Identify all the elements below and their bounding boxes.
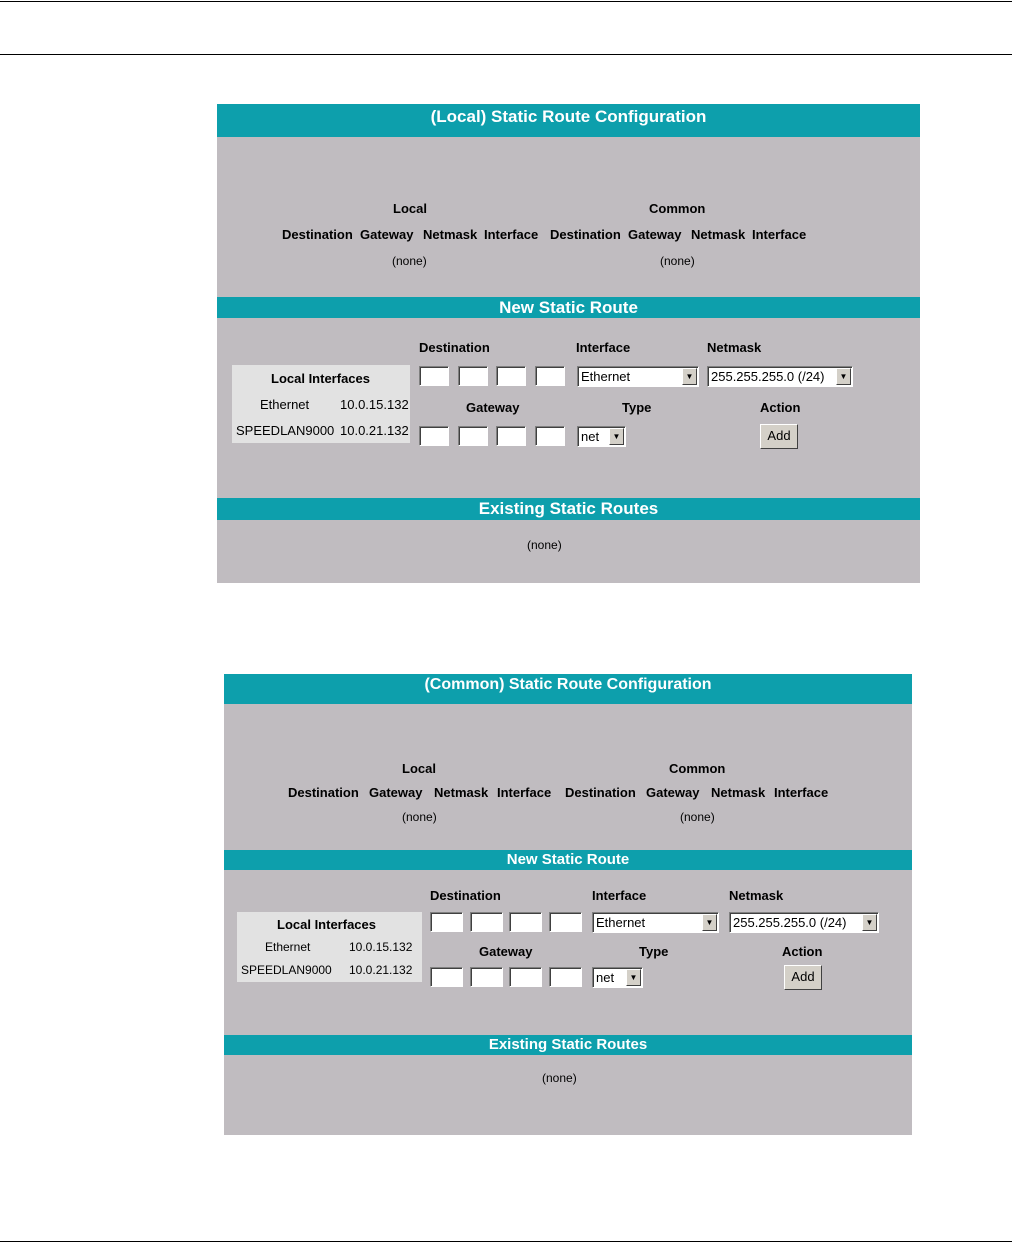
type-label: Type bbox=[639, 944, 669, 959]
interface-ip: 10.0.21.132 bbox=[349, 963, 413, 977]
common-routes-none: (none) bbox=[680, 810, 715, 824]
interface-ip: 10.0.15.132 bbox=[340, 397, 409, 412]
gateway-octet-3[interactable] bbox=[509, 967, 542, 987]
destination-octet-3[interactable] bbox=[509, 912, 542, 932]
new-static-route-title: New Static Route bbox=[217, 297, 920, 318]
netmask-select[interactable] bbox=[707, 366, 853, 387]
netmask-label: Netmask bbox=[729, 888, 784, 903]
local-label: Local bbox=[393, 201, 427, 216]
interface-ip: 10.0.21.132 bbox=[340, 423, 409, 438]
chevron-down-icon[interactable]: ▼ bbox=[626, 969, 641, 986]
local-interfaces-box bbox=[237, 912, 422, 982]
destination-octet-4[interactable] bbox=[535, 366, 565, 386]
local-routes-none: (none) bbox=[392, 254, 427, 268]
chevron-down-icon[interactable]: ▼ bbox=[702, 914, 717, 931]
gateway-label: Gateway bbox=[466, 400, 520, 415]
header-rule bbox=[0, 54, 1012, 55]
gateway-octet-1[interactable] bbox=[430, 967, 463, 987]
chevron-down-icon[interactable]: ▼ bbox=[682, 368, 697, 385]
top-rule bbox=[0, 1, 1012, 2]
interface-label: Interface bbox=[576, 340, 631, 355]
type-select-value: net bbox=[596, 970, 615, 985]
local-col-gateway: Gateway bbox=[360, 227, 414, 242]
common-col-gateway: Gateway bbox=[646, 785, 700, 800]
section-title: (Common) Static Route Configuration bbox=[224, 674, 912, 704]
destination-octet-2[interactable] bbox=[458, 366, 488, 386]
action-label: Action bbox=[760, 400, 801, 415]
destination-octet-4[interactable] bbox=[549, 912, 582, 932]
local-col-netmask: Netmask bbox=[434, 785, 489, 800]
section-title: (Local) Static Route Configuration bbox=[217, 104, 920, 137]
destination-label: Destination bbox=[430, 888, 501, 903]
common-routes-none: (none) bbox=[660, 254, 695, 268]
destination-label: Destination bbox=[419, 340, 490, 355]
common-col-interface: Interface bbox=[752, 227, 807, 242]
destination-octet-2[interactable] bbox=[470, 912, 503, 932]
gateway-octet-4[interactable] bbox=[535, 426, 565, 446]
interface-select[interactable] bbox=[592, 912, 719, 933]
add-button[interactable]: Add bbox=[760, 424, 798, 449]
interface-name: Ethernet bbox=[260, 397, 310, 412]
new-static-route-title: New Static Route bbox=[224, 850, 912, 870]
gateway-octet-2[interactable] bbox=[458, 426, 488, 446]
netmask-select-value: 255.255.255.0 (/24) bbox=[733, 915, 847, 930]
gateway-octet-4[interactable] bbox=[549, 967, 582, 987]
common-label: Common bbox=[669, 761, 726, 776]
local-col-interface: Interface bbox=[484, 227, 539, 242]
local-interfaces-box bbox=[232, 365, 410, 443]
destination-octet-1[interactable] bbox=[419, 366, 449, 386]
local-col-destination: Destination bbox=[288, 785, 359, 800]
common-static-route-panel bbox=[224, 674, 912, 1135]
existing-static-routes-title: Existing Static Routes bbox=[224, 1035, 912, 1055]
destination-octet-1[interactable] bbox=[430, 912, 463, 932]
interface-name: Ethernet bbox=[265, 940, 311, 954]
local-static-route-panel bbox=[217, 104, 920, 583]
footer-rule bbox=[0, 1241, 1012, 1242]
common-label: Common bbox=[649, 201, 706, 216]
chevron-down-icon[interactable]: ▼ bbox=[862, 914, 877, 931]
common-col-netmask: Netmask bbox=[711, 785, 766, 800]
common-col-destination: Destination bbox=[565, 785, 636, 800]
interface-name: SPEEDLAN9000 bbox=[241, 963, 332, 977]
local-col-destination: Destination bbox=[282, 227, 353, 242]
existing-static-routes-title: Existing Static Routes bbox=[217, 498, 920, 520]
netmask-label: Netmask bbox=[707, 340, 762, 355]
type-select[interactable] bbox=[592, 967, 643, 988]
interface-select[interactable] bbox=[577, 366, 699, 387]
interface-select-value: Ethernet bbox=[581, 369, 631, 384]
existing-routes-none: (none) bbox=[527, 538, 562, 552]
local-routes-none: (none) bbox=[402, 810, 437, 824]
local-col-interface: Interface bbox=[497, 785, 552, 800]
action-label: Action bbox=[782, 944, 823, 959]
type-select-value: net bbox=[581, 429, 600, 444]
gateway-octet-3[interactable] bbox=[496, 426, 526, 446]
destination-octet-3[interactable] bbox=[496, 366, 526, 386]
local-interfaces-title: Local Interfaces bbox=[271, 371, 370, 386]
common-col-interface: Interface bbox=[774, 785, 829, 800]
interface-label: Interface bbox=[592, 888, 647, 903]
chevron-down-icon[interactable]: ▼ bbox=[836, 368, 851, 385]
chevron-down-icon[interactable]: ▼ bbox=[609, 428, 624, 445]
gateway-octet-2[interactable] bbox=[470, 967, 503, 987]
common-col-destination: Destination bbox=[550, 227, 621, 242]
local-col-netmask: Netmask bbox=[423, 227, 478, 242]
common-col-netmask: Netmask bbox=[691, 227, 746, 242]
existing-routes-none: (none) bbox=[542, 1071, 577, 1085]
interface-select-value: Ethernet bbox=[596, 915, 646, 930]
local-col-gateway: Gateway bbox=[369, 785, 423, 800]
type-label: Type bbox=[622, 400, 652, 415]
netmask-select[interactable] bbox=[729, 912, 879, 933]
interface-ip: 10.0.15.132 bbox=[349, 940, 413, 954]
type-select[interactable] bbox=[577, 426, 626, 447]
common-col-gateway: Gateway bbox=[628, 227, 682, 242]
gateway-octet-1[interactable] bbox=[419, 426, 449, 446]
interface-name: SPEEDLAN9000 bbox=[236, 423, 335, 438]
gateway-label: Gateway bbox=[479, 944, 533, 959]
netmask-select-value: 255.255.255.0 (/24) bbox=[711, 369, 825, 384]
local-label: Local bbox=[402, 761, 436, 776]
local-interfaces-title: Local Interfaces bbox=[277, 917, 376, 932]
add-button[interactable]: Add bbox=[784, 965, 822, 990]
